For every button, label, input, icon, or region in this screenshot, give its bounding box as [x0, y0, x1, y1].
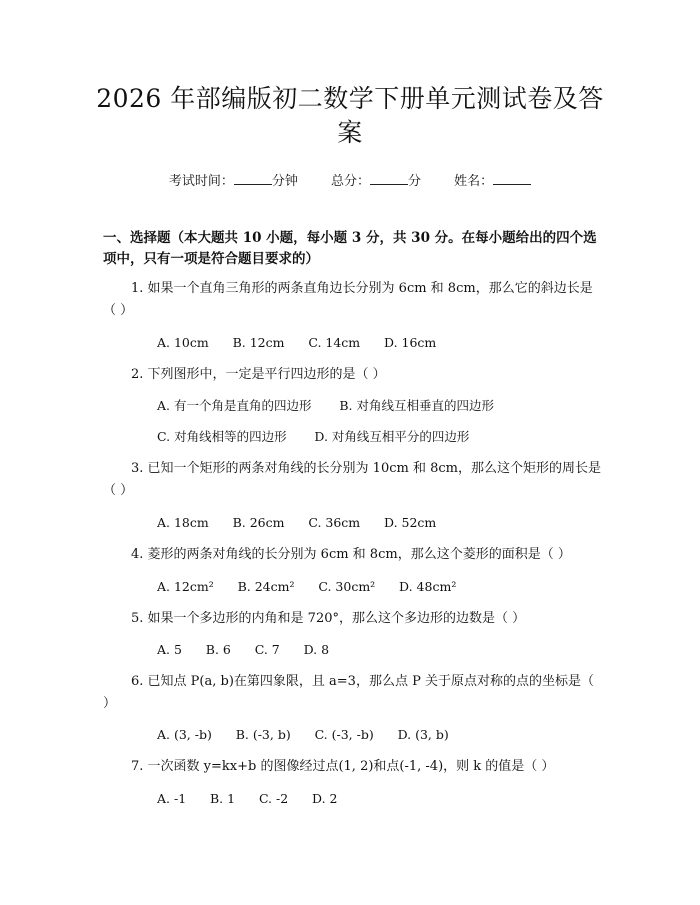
question-3-options — [157, 514, 436, 532]
option-a: A. 10cm — [157, 335, 209, 350]
time-unit: 分钟 — [271, 174, 298, 189]
option-c: C. 对角线相等的四边形 — [157, 429, 287, 444]
option-d: D. 对角线互相平分的四边形 — [314, 429, 470, 444]
option-c: C. 7 — [254, 642, 280, 657]
option-a: A. 有一个角是直角的四边形 — [157, 398, 312, 413]
option-d: D. 2 — [312, 791, 338, 806]
score-unit: 分 — [408, 174, 422, 189]
question-1: 1. 如果一个直角三角形的两条直角边长分别为 6cm 和 8cm，那么它的斜边长是（ ） — [103, 281, 593, 318]
question-4: 4. 菱形的两条对角线的长分别为 6cm 和 8cm，那么这个菱形的面积是（ ） — [131, 547, 571, 562]
option-b: B. 24cm² — [237, 579, 295, 594]
question-1-options — [157, 334, 436, 352]
question-7: 7. 一次函数 y=kx+b 的图像经过点(1, 2)和点(-1, -4)，则 k 的值是（ ） — [131, 759, 555, 774]
option-d: D. 48cm² — [399, 579, 457, 594]
question-4-options — [157, 578, 456, 596]
option-d: D. (3, b) — [397, 727, 449, 742]
option-c: C. 14cm — [308, 335, 361, 350]
option-c: C. -2 — [258, 791, 289, 806]
section-heading: 一、选择题（本大题共 10 小题，每小题 3 分，共 30 分。在每小题给出的四个选项中，只有一项是符合题目要求的） — [103, 230, 597, 267]
question-7-options — [157, 790, 338, 808]
option-a: A. 12cm² — [157, 579, 214, 594]
option-b: B. 12cm — [232, 335, 285, 350]
name-blank — [493, 170, 531, 185]
option-c: C. (-3, -b) — [314, 727, 374, 742]
name-label: 姓名： — [454, 174, 494, 189]
question-5: 5. 如果一个多边形的内角和是 720°，那么这个多边形的边数是（ ） — [131, 611, 526, 626]
option-c: C. 30cm² — [318, 579, 376, 594]
option-a: A. 18cm — [157, 515, 209, 530]
option-a: A. 5 — [157, 642, 182, 657]
score-label: 总分： — [330, 174, 370, 189]
option-b: B. 6 — [205, 642, 231, 657]
option-b: B. 1 — [210, 791, 236, 806]
option-d: D. 52cm — [384, 515, 437, 530]
option-b: B. 对角线互相垂直的四边形 — [339, 398, 494, 413]
page-title: 2026 年部编版初二数学下册单元测试卷及答案 — [96, 84, 604, 147]
option-d: D. 16cm — [384, 335, 437, 350]
option-d: D. 8 — [303, 642, 330, 657]
time-label: 考试时间： — [168, 174, 234, 189]
question-2-options-row2 — [157, 428, 469, 446]
option-c: C. 36cm — [308, 515, 361, 530]
time-blank — [234, 170, 272, 185]
option-b: B. 26cm — [232, 515, 285, 530]
exam-info-row — [0, 170, 700, 191]
score-blank — [370, 170, 408, 185]
question-6: 6. 已知点 P(a, b)在第四象限，且 a=3，那么点 P 关于原点对称的点的坐标是（ ） — [103, 674, 594, 711]
question-5-options — [157, 641, 329, 659]
option-a: A. (3, -b) — [157, 727, 212, 742]
option-a: A. -1 — [157, 791, 187, 806]
question-3: 3. 已知一个矩形的两条对角线的长分别为 10cm 和 8cm，那么这个矩形的周长是（ ） — [103, 461, 601, 498]
option-b: B. (-3, b) — [235, 727, 291, 742]
question-2-options-row1 — [157, 397, 494, 415]
question-2: 2. 下列图形中，一定是平行四边形的是（ ） — [131, 367, 386, 382]
question-6-options — [157, 726, 449, 744]
